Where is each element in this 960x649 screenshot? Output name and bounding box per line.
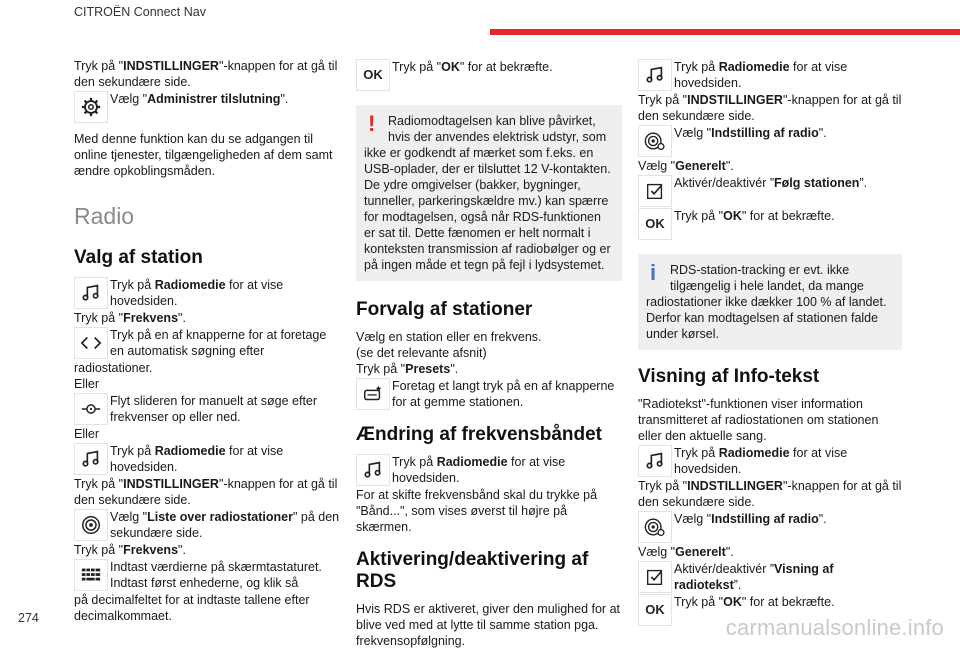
instruction-text: Vælg "Liste over radiostationer" på den sekundære side. (110, 510, 340, 540)
paragraph: Tryk på "INDSTILLINGER"-knappen for at gå til den sekundære side. (638, 93, 902, 123)
instruction-row (74, 393, 342, 425)
paragraph: Tryk på "INDSTILLINGER"-knappen for at gå til den sekundære side. (74, 59, 338, 89)
checkbox-icon (638, 561, 672, 593)
instruction-row (356, 378, 622, 410)
instruction-row (638, 59, 902, 91)
paragraph: (se det relevante afsnit) (356, 346, 487, 360)
instruction-text: Tryk på Radiomedie for at vise hovedsiden. (110, 278, 284, 308)
paragraph: Tryk på "Presets". (356, 362, 459, 376)
paragraph: på decimalfeltet for at indtaste tallene efter decimalkommaet. (74, 593, 310, 623)
instruction-row (638, 208, 902, 240)
instruction-text: Vælg "Indstilling af radio". (674, 126, 827, 140)
instruction-text: Tryk på Radiomedie for at vise hovedsiden. (674, 446, 848, 476)
instruction-text: Vælg "Indstilling af radio". (674, 512, 827, 526)
warning-text: ikke er godkendt af mærket som f.eks. en USB-oplader, der er tilsluttet 12 V-kontakten. De ydre omgivelser (bakker, bygninger, tunneller, parkeringskældre mv.) kan spærre for modtagelsen, også når RDS-funktionen er sat til. Dette fænomen er helt normalt i konteksten transmission af radiobølger og er på ingen måde et tegn på fejl i lydsystemet. (364, 146, 611, 272)
music-note-icon (638, 445, 672, 477)
ok-icon: OK (356, 59, 390, 91)
instruction-text: Indtast værdierne på skærmtastaturet. Indtast først enhederne, og klik så (110, 560, 322, 590)
column-2 (356, 58, 622, 649)
paragraph: Vælg en station eller en frekvens. (356, 330, 542, 344)
instruction-row (638, 561, 902, 593)
instruction-row (74, 277, 342, 309)
chevrons-left-right-icon (74, 327, 108, 359)
paragraph: radiostationer. (74, 361, 153, 375)
paragraph: Tryk på "Frekvens". (74, 543, 186, 557)
info-icon: i (650, 260, 657, 285)
paragraph: Vælg "Generelt". (638, 545, 734, 559)
page-number: 274 (18, 611, 39, 625)
instruction-text: Tryk på "OK" for at bekræfte. (392, 60, 553, 74)
section-title-radio: Radio (74, 203, 135, 229)
instruction-row (74, 443, 342, 475)
instruction-text: Foretag et langt tryk på en af knapperne for at gemme stationen. (392, 379, 615, 409)
checkbox-icon (638, 175, 672, 207)
instruction-row (74, 509, 342, 541)
paragraph: For at skifte frekvensbånd skal du trykke på "Bånd...", som vises øverst til højre på skærmen. (356, 488, 598, 534)
keypad-icon (74, 559, 108, 591)
instruction-row (356, 59, 622, 91)
paragraph: Tryk på "INDSTILLINGER"-knappen for at gå til den sekundære side. (74, 477, 338, 507)
paragraph: "Radiotekst"-funktionen viser information transmitteret af radiostationen om stationen eller den aktuelle sang. (638, 397, 879, 443)
instruction-text: Vælg "Administrer tilslutning". (110, 92, 289, 106)
instruction-row (74, 91, 342, 123)
slider-icon (74, 393, 108, 425)
watermark: carmanualsonline.info (725, 615, 944, 640)
heading-forvalg: Forvalg af stationer (356, 299, 533, 320)
music-note-icon (74, 277, 108, 309)
music-note-icon (356, 454, 390, 486)
header-accent-bar (490, 29, 960, 35)
radio-station-icon (74, 509, 108, 541)
radio-settings-icon (638, 125, 672, 157)
paragraph: Tryk på "Frekvens". (74, 311, 186, 325)
paragraph: Hvis RDS er aktiveret, giver den mulighed for at blive ved med at lytte til samme station pga. frekvensopfølgning. (356, 602, 620, 648)
presets-icon (356, 378, 390, 410)
paragraph: Tryk på "INDSTILLINGER"-knappen for at gå til den sekundære side. (638, 479, 902, 509)
ok-icon: OK (638, 208, 672, 240)
instruction-text: Aktivér/deaktivér ”Visning af radiotekst”. (674, 562, 834, 592)
instruction-text: Tryk på Radiomedie for at vise hovedsiden. (110, 444, 284, 474)
instruction-text: Tryk på en af knapperne for at foretage en automatisk søgning efter (110, 328, 327, 358)
instruction-text: Tryk på Radiomedie for at vise hovedsiden. (392, 455, 566, 485)
instruction-row (638, 175, 902, 207)
exclamation-icon: ! (368, 111, 376, 136)
ok-icon: OK (638, 594, 672, 626)
info-text: RDS-station-tracking er evt. ikke tilgængelig i hele landet, da mange (670, 263, 864, 293)
column-3 (638, 58, 902, 627)
instruction-row (356, 454, 622, 486)
paragraph: Eller (74, 377, 100, 391)
paragraph: Eller (74, 427, 100, 441)
header-title: CITROËN Connect Nav (74, 5, 206, 19)
heading-rds: Aktivering/deaktivering af RDS (356, 549, 589, 592)
instruction-row (638, 511, 902, 543)
column-1 (74, 58, 342, 624)
instruction-row (74, 327, 342, 359)
warning-text: Radiomodtagelsen kan blive påvirket, hvis der anvendes elektrisk udstyr, som (388, 114, 607, 144)
instruction-row (74, 559, 342, 591)
heading-valg-af-station: Valg af station (74, 247, 203, 268)
heading-visning: Visning af Info-tekst (638, 366, 820, 387)
info-text: radiostationer ikke dækker 100 % af landet. Derfor kan modtagelsen af stationen falde under kørsel. (646, 295, 887, 341)
instruction-row (638, 445, 902, 477)
instruction-text: Tryk på "OK" for at bekræfte. (674, 209, 835, 223)
paragraph: Med denne funktion kan du se adgangen til online tjenester, tilgængeligheden af dem samt ændre opkoblingsmåden. (74, 132, 333, 178)
instruction-text: Flyt slideren for manuelt at søge efter frekvenser op eller ned. (110, 394, 318, 424)
instruction-row (638, 125, 902, 157)
instruction-text: Tryk på "OK" for at bekræfte. (674, 595, 835, 609)
paragraph: Vælg "Generelt". (638, 159, 734, 173)
instruction-text: Aktivér/deaktivér ”Følg stationen”. (674, 176, 868, 190)
heading-aendring: Ændring af frekvensbåndet (356, 424, 602, 445)
music-note-icon (74, 443, 108, 475)
music-note-icon (638, 59, 672, 91)
instruction-text: Tryk på Radiomedie for at vise hovedsiden. (674, 60, 848, 90)
radio-settings-icon (638, 511, 672, 543)
info-box (638, 254, 902, 350)
gear-icon (74, 91, 108, 123)
warning-box (356, 105, 622, 281)
